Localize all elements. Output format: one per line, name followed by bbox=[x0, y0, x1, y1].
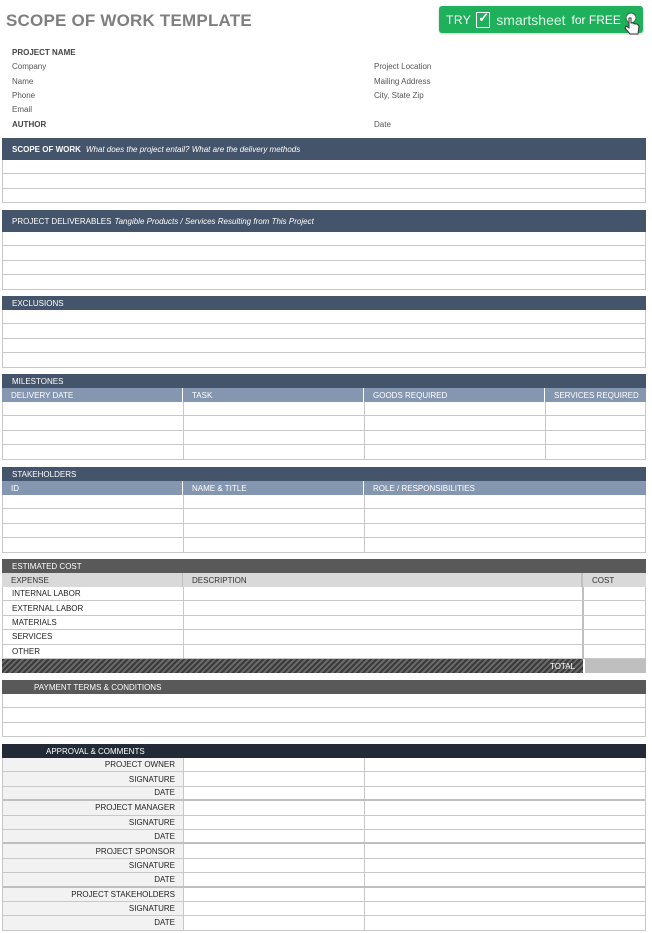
approval-signature: SIGNATURE bbox=[3, 816, 184, 829]
page-title: SCOPE OF WORK TEMPLATE bbox=[6, 11, 252, 30]
expense-materials: MATERIALS bbox=[3, 616, 184, 629]
table-row[interactable] bbox=[3, 630, 645, 644]
deliverables-hint: Tangible Products / Services Resulting from This Project bbox=[114, 216, 314, 226]
table-row[interactable] bbox=[3, 261, 645, 275]
payment-terms-header bbox=[2, 680, 646, 694]
milestones-title: MILESTONES bbox=[12, 376, 64, 386]
approval-date: DATE bbox=[3, 787, 184, 799]
table-row[interactable] bbox=[3, 916, 645, 930]
approval-header bbox=[2, 744, 646, 758]
column-task: TASK bbox=[183, 388, 364, 402]
table-row[interactable] bbox=[3, 160, 645, 174]
stakeholders-title: STAKEHOLDERS bbox=[12, 469, 77, 479]
table-row[interactable] bbox=[3, 189, 645, 203]
table-row[interactable] bbox=[3, 587, 645, 601]
table-row[interactable] bbox=[3, 645, 645, 659]
table-row[interactable] bbox=[3, 859, 645, 873]
expense-other: OTHER bbox=[3, 645, 184, 658]
scope-rows bbox=[2, 160, 646, 203]
expense-external-labor: EXTERNAL LABOR bbox=[3, 601, 184, 614]
date-label: Date bbox=[374, 120, 391, 129]
email-label: Email bbox=[12, 105, 33, 114]
estimated-cost-rows bbox=[2, 587, 646, 659]
deliverables-title: PROJECT DELIVERABLES bbox=[12, 216, 112, 226]
table-row[interactable] bbox=[3, 509, 645, 523]
table-row[interactable] bbox=[3, 616, 645, 630]
column-name-title: NAME & TITLE bbox=[183, 481, 364, 495]
table-row[interactable] bbox=[3, 694, 645, 708]
table-row[interactable] bbox=[3, 310, 645, 324]
table-row[interactable] bbox=[3, 787, 645, 801]
table-row[interactable] bbox=[3, 232, 645, 246]
estimated-cost-title: ESTIMATED COST bbox=[12, 561, 82, 571]
expense-internal-labor: INTERNAL LABOR bbox=[3, 587, 184, 600]
city-state-zip-label: City, State Zip bbox=[374, 91, 424, 100]
cta-free-label: for FREE bbox=[571, 12, 621, 27]
author-label: AUTHOR bbox=[12, 120, 47, 129]
approval-project-sponsor: PROJECT SPONSOR bbox=[3, 844, 184, 857]
name-label: Name bbox=[12, 77, 34, 86]
approval-rows bbox=[2, 758, 646, 931]
column-description: DESCRIPTION bbox=[183, 573, 583, 587]
table-row[interactable] bbox=[3, 708, 645, 722]
milestones-rows bbox=[2, 402, 646, 460]
scope-of-work-header bbox=[2, 138, 646, 160]
cta-try-label: TRY bbox=[446, 12, 472, 27]
table-row[interactable] bbox=[3, 538, 645, 552]
table-row[interactable] bbox=[3, 772, 645, 786]
stakeholders-rows bbox=[2, 495, 646, 553]
table-row[interactable] bbox=[3, 275, 645, 289]
column-services-required: SERVICES REQUIRED bbox=[554, 390, 639, 400]
column-role-responsibilities: ROLE / RESPONSIBILITIES bbox=[373, 483, 475, 493]
approval-project-stakeholders: PROJECT STAKEHOLDERS bbox=[3, 888, 184, 901]
table-row[interactable] bbox=[3, 601, 645, 615]
column-expense: EXPENSE bbox=[2, 573, 183, 587]
column-id: ID bbox=[2, 481, 183, 495]
cta-brand-label: smartsheet bbox=[496, 11, 566, 28]
table-row[interactable] bbox=[3, 723, 645, 737]
table-row[interactable] bbox=[3, 801, 645, 815]
estimated-cost-header bbox=[2, 559, 646, 573]
table-row[interactable] bbox=[3, 339, 645, 353]
approval-date: DATE bbox=[3, 830, 184, 842]
table-row[interactable] bbox=[3, 324, 645, 338]
approval-date: DATE bbox=[3, 873, 184, 885]
stakeholders-header bbox=[2, 467, 646, 481]
table-row[interactable] bbox=[3, 402, 645, 416]
table-row[interactable] bbox=[3, 353, 645, 367]
column-cost: COST bbox=[592, 575, 615, 585]
mailing-address-label: Mailing Address bbox=[374, 77, 431, 86]
column-delivery-date: DELIVERY DATE bbox=[2, 388, 183, 402]
approval-signature: SIGNATURE bbox=[3, 902, 184, 915]
stakeholders-column-header bbox=[2, 481, 646, 495]
table-row[interactable] bbox=[3, 873, 645, 887]
project-location-label: Project Location bbox=[374, 62, 432, 71]
company-label: Company bbox=[12, 62, 47, 71]
table-row[interactable] bbox=[3, 888, 645, 902]
smartsheet-check-icon bbox=[476, 12, 490, 28]
expense-services: SERVICES bbox=[3, 630, 184, 643]
scope-title: SCOPE OF WORK bbox=[12, 144, 81, 154]
table-row[interactable] bbox=[3, 830, 645, 844]
deliverables-header bbox=[2, 210, 646, 232]
table-row[interactable] bbox=[3, 174, 645, 188]
column-goods-required: GOODS REQUIRED bbox=[364, 388, 545, 402]
phone-label: Phone bbox=[12, 91, 36, 100]
table-row[interactable] bbox=[3, 758, 645, 772]
table-row[interactable] bbox=[3, 816, 645, 830]
total-row bbox=[2, 659, 646, 673]
exclusions-title: EXCLUSIONS bbox=[12, 298, 64, 308]
approval-title: APPROVAL & COMMENTS bbox=[46, 746, 145, 756]
deliverables-rows bbox=[2, 232, 646, 290]
payment-title: PAYMENT TERMS & CONDITIONS bbox=[34, 682, 162, 692]
approval-signature: SIGNATURE bbox=[3, 859, 184, 872]
table-row[interactable] bbox=[3, 416, 645, 430]
approval-project-owner: PROJECT OWNER bbox=[3, 758, 184, 771]
approval-signature: SIGNATURE bbox=[3, 772, 184, 785]
table-row[interactable] bbox=[3, 495, 645, 509]
exclusions-rows bbox=[2, 310, 646, 368]
table-row[interactable] bbox=[3, 445, 645, 459]
total-label: TOTAL bbox=[2, 659, 583, 673]
try-smartsheet-button[interactable] bbox=[439, 6, 643, 33]
approval-date: DATE bbox=[3, 916, 184, 929]
exclusions-header bbox=[2, 296, 646, 310]
payment-rows bbox=[2, 694, 646, 737]
hand-cursor-icon bbox=[622, 12, 642, 36]
table-row[interactable] bbox=[3, 431, 645, 445]
approval-project-manager: PROJECT MANAGER bbox=[3, 801, 184, 814]
table-row[interactable] bbox=[3, 844, 645, 858]
milestones-header bbox=[2, 374, 646, 388]
table-row[interactable] bbox=[3, 524, 645, 538]
table-row[interactable] bbox=[3, 902, 645, 916]
estimated-cost-column-header bbox=[2, 573, 646, 587]
scope-hint: What does the project entail? What are the delivery methods bbox=[85, 144, 301, 154]
milestones-column-header bbox=[2, 388, 646, 402]
total-value-cell[interactable] bbox=[583, 659, 646, 673]
project-name-label: PROJECT NAME bbox=[12, 48, 76, 57]
table-row[interactable] bbox=[3, 246, 645, 260]
